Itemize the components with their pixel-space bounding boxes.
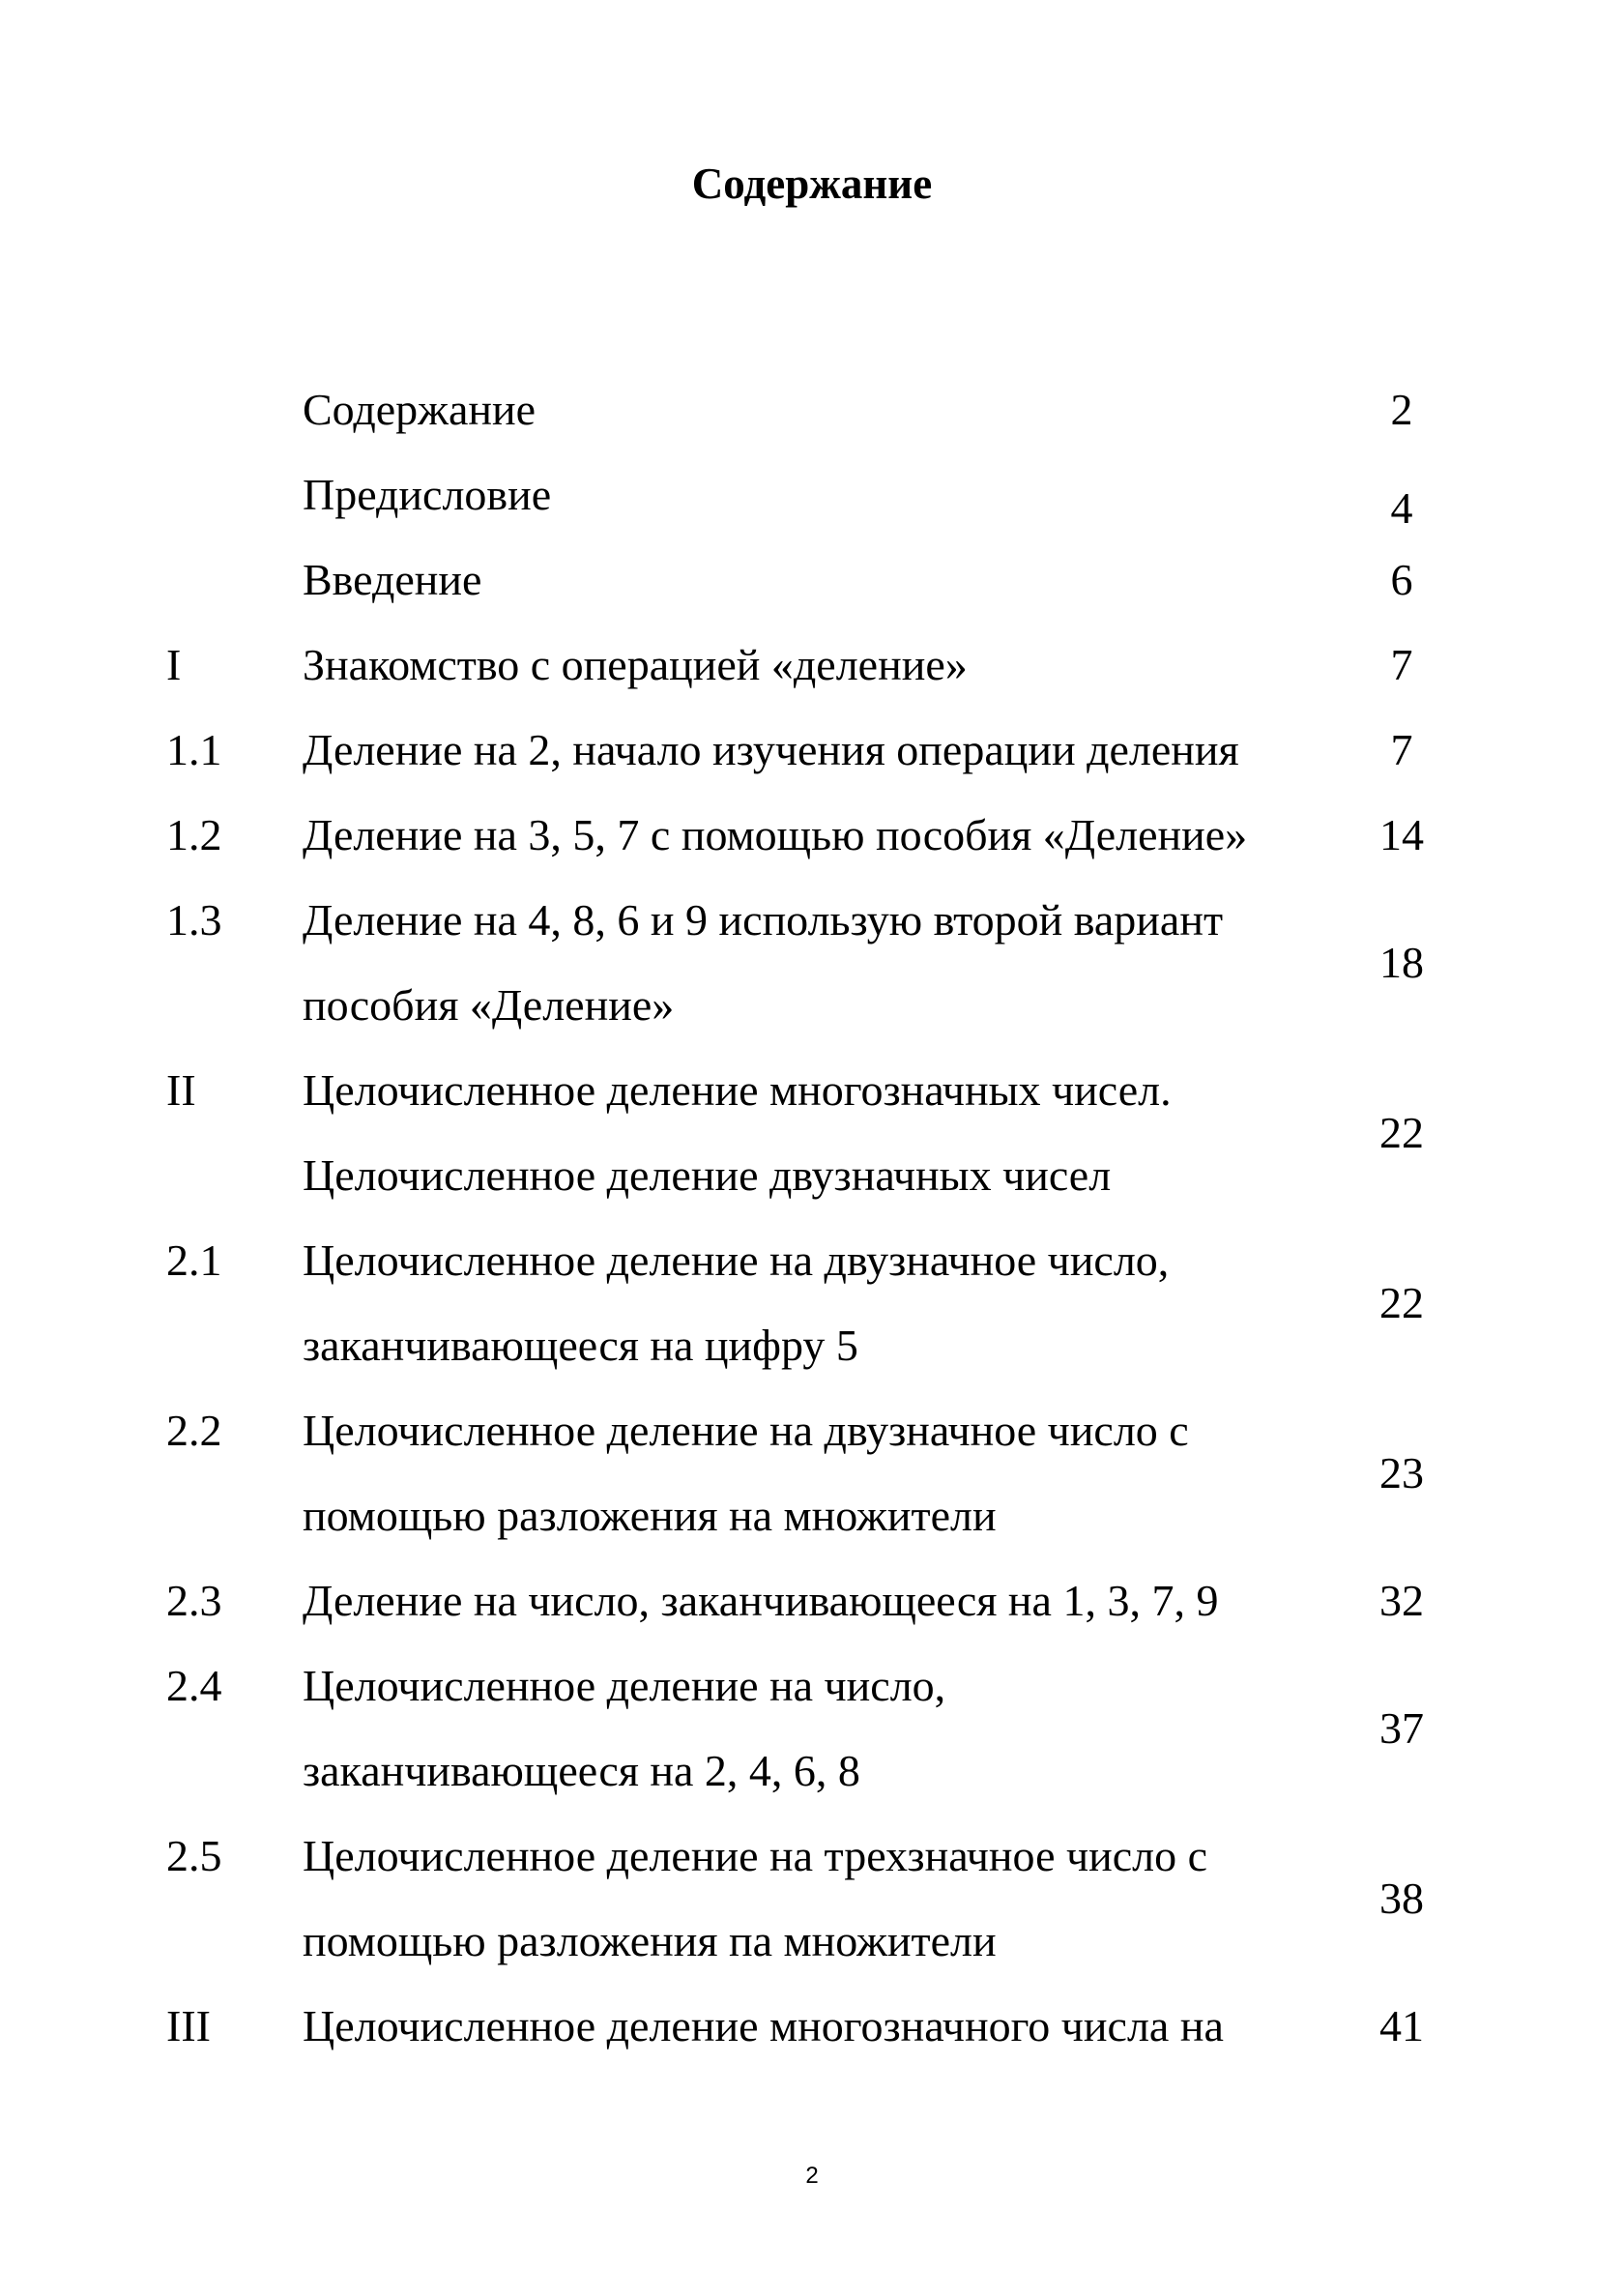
toc-entry-title-line: Целочисленное деление двузначных чисел: [303, 1150, 1112, 1200]
toc-entry-title: [303, 1388, 1347, 1558]
toc-entry: [0, 1984, 1624, 2069]
page-title: Содержание: [691, 160, 933, 208]
toc-entry-page: 23: [1379, 1448, 1424, 1497]
toc-entry-number: 2.4: [166, 1661, 222, 1710]
toc-entry-title-line: Введение: [303, 555, 482, 604]
toc-entry-title-line: Деление на 3, 5, 7 с помощью пособия «Деление»: [303, 810, 1248, 859]
toc-entry-title: [303, 538, 1347, 623]
toc-entry-title: [303, 1558, 1347, 1643]
toc-entry: [0, 538, 1624, 623]
toc-entry: [0, 793, 1624, 878]
toc-entry-title-line: пособия «Деление»: [303, 980, 675, 1030]
toc-entry-title-line: Деление на число, заканчивающееся на 1, 3, 7, 9: [303, 1576, 1219, 1625]
toc-entry-page: 22: [1379, 1278, 1424, 1327]
toc-entry-title-line: помощью разложения па множители: [303, 1916, 997, 1965]
toc-entry: [0, 1388, 1624, 1558]
toc-entry: [0, 1218, 1624, 1388]
toc-entry-title: [303, 623, 1347, 708]
toc-entry-title-line: Целочисленное деление на число,: [303, 1661, 946, 1710]
toc-entry-title: [303, 1048, 1347, 1218]
toc-entry: [0, 452, 1624, 538]
toc-entry-page: 7: [1390, 725, 1413, 774]
toc-entry: [0, 878, 1624, 1048]
toc-entry-title-line: помощью разложения на множители: [303, 1491, 997, 1540]
toc-entry: [0, 1558, 1624, 1643]
toc-entry-title: [303, 1984, 1347, 2069]
toc-entry-number: 2.1: [166, 1235, 222, 1285]
toc-entry-page: 6: [1390, 555, 1413, 604]
table-of-contents: [0, 367, 1624, 2069]
toc-entry: [0, 367, 1624, 452]
toc-entry-title-line: Целочисленное деление на двузначное число с: [303, 1406, 1189, 1455]
toc-entry-page: 22: [1379, 1108, 1424, 1157]
toc-entry-page: 18: [1379, 938, 1424, 987]
toc-entry: [0, 623, 1624, 708]
toc-entry-title-line: Деление на 2, начало изучения операции деления: [303, 725, 1239, 774]
toc-entry-title-line: Целочисленное деление многозначного числа на: [303, 2001, 1224, 2050]
toc-entry-page: 38: [1379, 1874, 1424, 1923]
toc-entry-number: III: [166, 2001, 211, 2050]
toc-entry-title: [303, 793, 1347, 878]
toc-entry-title-line: Целочисленное деление на трехзначное число с: [303, 1831, 1208, 1880]
toc-entry-page: 37: [1379, 1703, 1424, 1753]
toc-entry-title-line: Содержание: [303, 385, 536, 434]
toc-entry-page: 4: [1390, 483, 1413, 533]
toc-entry-number: 2.5: [166, 1831, 222, 1880]
toc-entry-title: [303, 452, 1347, 538]
toc-entry-title-line: Целочисленное деление на двузначное число,: [303, 1235, 1170, 1285]
toc-entry-number: 1.2: [166, 810, 222, 859]
toc-entry: [0, 1048, 1624, 1218]
toc-entry-number: 2.2: [166, 1406, 222, 1455]
toc-entry-title-line: заканчивающееся на цифру 5: [303, 1321, 858, 1370]
toc-entry: [0, 708, 1624, 793]
toc-entry-title-line: Целочисленное деление многозначных чисел.: [303, 1065, 1172, 1115]
page-number: 2: [805, 2163, 819, 2189]
toc-entry-title: [303, 708, 1347, 793]
toc-entry-number: 1.3: [166, 895, 222, 945]
toc-entry: [0, 1814, 1624, 1984]
toc-entry-number: I: [166, 640, 182, 689]
toc-entry-page: 41: [1379, 2001, 1424, 2050]
toc-entry-number: 1.1: [166, 725, 222, 774]
toc-entry-title-line: заканчивающееся на 2, 4, 6, 8: [303, 1746, 860, 1795]
toc-entry-page: 7: [1390, 640, 1413, 689]
toc-entry-number: II: [166, 1065, 196, 1115]
toc-entry-title-line: Знакомство с операцией «деление»: [303, 640, 968, 689]
toc-entry-title: [303, 1218, 1347, 1388]
toc-entry-number: 2.3: [166, 1576, 222, 1625]
toc-entry-title: [303, 878, 1347, 1048]
toc-entry-page: 2: [1390, 385, 1413, 434]
toc-entry: [0, 1643, 1624, 1814]
toc-entry-title: [303, 1643, 1347, 1814]
toc-entry-title: [303, 1814, 1347, 1984]
toc-entry-title-line: Предисловие: [303, 470, 552, 519]
toc-entry-page: 32: [1379, 1576, 1424, 1625]
toc-entry-page: 14: [1379, 810, 1424, 859]
toc-entry-title-line: Деление на 4, 8, 6 и 9 использую второй вариант: [303, 895, 1224, 945]
toc-entry-title: [303, 367, 1347, 452]
